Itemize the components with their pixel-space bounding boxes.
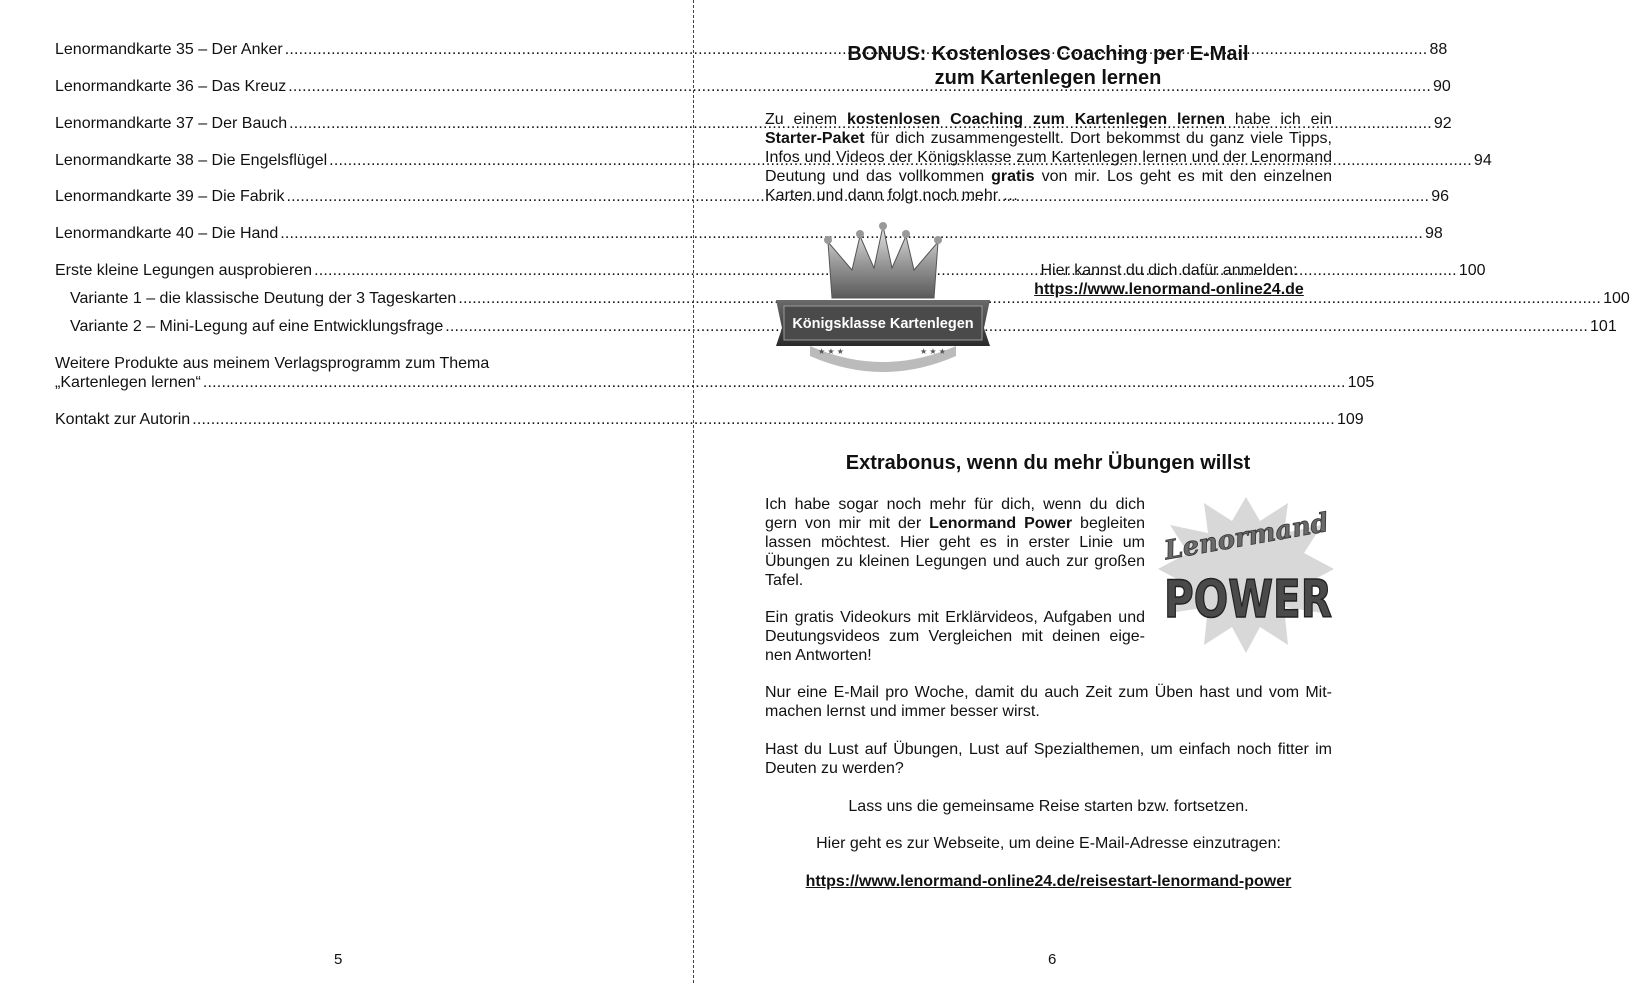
page-number: 6 bbox=[1048, 951, 1057, 968]
toc-entry-title: Lenormandkarte 37 – Der Bauch bbox=[55, 115, 288, 132]
toc-entry-page: 98 bbox=[1425, 225, 1443, 242]
bold-run: gratis bbox=[991, 168, 1035, 185]
toc-entry[interactable] bbox=[55, 187, 1449, 206]
toc-entry-page: 105 bbox=[1347, 374, 1375, 391]
toc-entry-title: Lenormandkarte 40 – Die Hand bbox=[55, 225, 279, 242]
text-run: habe ich ein bbox=[1225, 111, 1333, 128]
toc-entry-page: 90 bbox=[1433, 78, 1451, 95]
extrabonus-heading: Extrabonus, wenn du mehr Übungen willst bbox=[845, 452, 1251, 474]
extrabonus-line: Lass uns die gemeinsame Reise starten bzw. fortsetzen. bbox=[848, 798, 1249, 815]
signup-link[interactable]: https://www.lenormand-online24.de bbox=[1034, 281, 1304, 298]
toc-entry-title: Lenormandkarte 36 – Das Kreuz bbox=[55, 78, 287, 95]
toc-entry-title: Weitere Produkte aus meinem Verlagsprogramm zum Thema bbox=[55, 355, 490, 372]
toc-entry-page: 100 bbox=[1458, 262, 1486, 279]
signup-text: Hier kannst du dich dafür anmelden: bbox=[1040, 262, 1298, 279]
bonus-intro-paragraph bbox=[765, 110, 1332, 205]
text-run: Ich habe sogar noch mehr für dich, wenn du dich gern von mir mit der bbox=[765, 496, 1145, 532]
toc-entry-title: Kontakt zur Autorin bbox=[55, 411, 191, 428]
bold-run: Lenormand Power bbox=[929, 515, 1073, 532]
toc-entry-page: 92 bbox=[1433, 115, 1452, 132]
crown-icon bbox=[770, 222, 996, 374]
toc-entry-title: Variante 2 – Mini-Legung auf eine Entwicklungsfrage bbox=[70, 318, 444, 335]
extrabonus-paragraph: Hast du Lust auf Übungen, Lust auf Spezialthemen, um einfach noch fitter im Deuten zu werden? bbox=[765, 741, 1332, 777]
signup-block bbox=[1006, 261, 1332, 299]
toc-entry-page: 88 bbox=[1429, 41, 1448, 58]
power-logo-word: POWER bbox=[1164, 570, 1332, 630]
text-run: Zu einem bbox=[765, 111, 847, 128]
toc-entry[interactable] bbox=[55, 354, 1375, 392]
bonus-heading bbox=[764, 42, 1332, 90]
bold-run: Starter-Paket bbox=[765, 130, 865, 147]
extrabonus-paragraph bbox=[765, 495, 1145, 590]
koenigsklasse-logo[interactable] bbox=[770, 222, 996, 374]
lenormand-power-logo[interactable] bbox=[1156, 495, 1336, 655]
bold-run: kostenlosen Coaching zum Kartenlegen lernen bbox=[846, 111, 1226, 128]
toc-entry-page: 101 bbox=[1590, 318, 1617, 335]
svg-text:★ ★ ★: ★ ★ ★ bbox=[920, 347, 946, 356]
toc-entry-title: Lenormandkarte 38 – Die Engelsflügel bbox=[55, 152, 328, 169]
bonus-heading-line1: BONUS: Kostenloses Coaching per E-Mail bbox=[847, 43, 1249, 65]
toc-entry-page: 94 bbox=[1473, 152, 1492, 169]
text-run: für dich zusammengestellt. Dort bekommst du ganz viele Tipps, Infos und Videos der Königsklasse zum Kartenlegen lernen und der Lenormand Deutung und das vollkommen bbox=[765, 130, 1332, 185]
text-run: begleiten lassen möchtest. Hier geht es in erster Linie um Übungen zu kleinen Legungen und auch zur großen Tafel. bbox=[765, 515, 1146, 589]
power-logo-icon bbox=[1156, 495, 1336, 655]
toc-entry-title: Lenormandkarte 35 – Der Anker bbox=[55, 41, 283, 58]
power-logo-script: Lenormand bbox=[1162, 507, 1332, 567]
toc-entry-page: 109 bbox=[1336, 411, 1364, 428]
toc-entry[interactable] bbox=[55, 224, 1443, 243]
crown-logo-text: Königsklasse Kartenlegen bbox=[792, 316, 974, 332]
toc-entry-title: Lenormandkarte 39 – Die Fabrik bbox=[55, 188, 285, 205]
svg-text:★ ★ ★: ★ ★ ★ bbox=[818, 347, 844, 356]
page-number: 5 bbox=[334, 951, 343, 968]
extrabonus-paragraph: Nur eine E-Mail pro Woche, damit du auch Zeit zum Üben hast und vom Mit-machen lernst und immer besser wirst. bbox=[765, 684, 1332, 720]
reisestart-link[interactable]: https://www.lenormand-online24.de/reisestart-lenormand-power bbox=[805, 873, 1292, 890]
toc-entry-title: Erste kleine Legungen ausprobieren bbox=[55, 262, 313, 279]
extrabonus-line: Hier geht es zur Webseite, um deine E-Mail-Adresse einzutragen: bbox=[816, 835, 1281, 852]
bonus-heading-line2: zum Kartenlegen lernen bbox=[934, 67, 1162, 89]
toc-entry-page: 100 bbox=[1603, 290, 1630, 307]
toc-entry-title-cont: „Kartenlegen lernen“ bbox=[55, 374, 201, 391]
right-page bbox=[694, 0, 1380, 983]
toc-entry-page: 96 bbox=[1431, 188, 1449, 205]
toc-entry-line2 bbox=[55, 373, 1375, 392]
toc-entry-title: Variante 1 – die klassische Deutung der 3 Tageskarten bbox=[70, 290, 457, 307]
toc-entry[interactable] bbox=[55, 410, 1364, 429]
toc-entry[interactable] bbox=[55, 151, 1492, 170]
text-run: von mir. Los geht es mit den einzelnen Karten und dann folgt noch mehr … bbox=[765, 168, 1332, 204]
extrabonus-paragraph: Ein gratis Videokurs mit Erklärvideos, Aufgaben und Deutungsvideos zum Vergleichen mit deinen eige-nen Antworten! bbox=[765, 609, 1145, 664]
